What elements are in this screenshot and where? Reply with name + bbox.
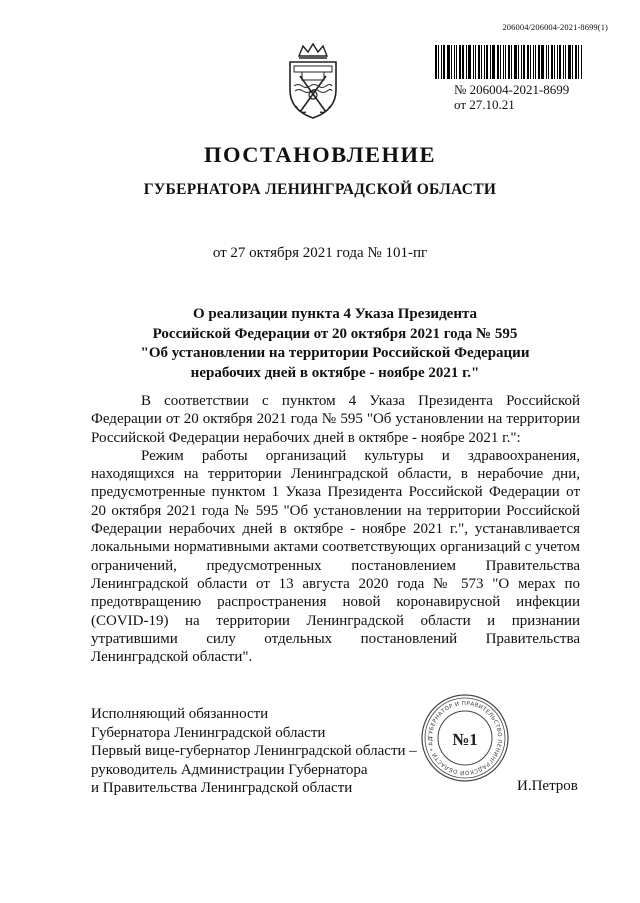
- barcode-bar: [572, 45, 573, 79]
- barcode-bar: [533, 45, 534, 79]
- barcode-bar: [505, 45, 506, 79]
- barcode-bar: [527, 45, 529, 79]
- barcode-bar: [443, 45, 445, 79]
- heading-line: Российской Федерации от 20 октября 2021 года № 595: [152, 325, 518, 342]
- body-paragraph: Режим работы организаций культуры и здравоохранения, находящихся на территории Ленинградской области, в нерабочие дни, предусмотренные пунктом 1 Указа Президента Российской Федерации от 20 октября 2021 года № 595 "Об установлении на территории Российской Федерации нерабочих дней в октябре - ноябре 2021 г.", устанавливается локальными нормативными актами соответствующих организаций с учетом ограничений, предусмотренных постановлением Правительства Ленинградской области от 13 августа 2020 года № 573 "О мерах по предотвращению распространения новой коронавирусной инфекции (COVID-19) на территории Ленинградской области и признании утратившими силу отдельных постановлений Правительства Ленинградской области".: [91, 447, 580, 666]
- barcode-bar: [575, 45, 577, 79]
- barcode-bar: [462, 45, 464, 79]
- registration-stamp: [454, 82, 569, 112]
- signatory-name: И.Петров: [517, 778, 578, 794]
- barcode-bar: [518, 45, 519, 79]
- barcode-bar: [568, 45, 571, 79]
- barcode-bar: [492, 45, 495, 79]
- barcode-bar: [435, 45, 437, 79]
- decree-heading: [95, 305, 575, 383]
- barcode-bar: [508, 45, 510, 79]
- barcode-bar: [468, 45, 471, 79]
- svg-text:№1: №1: [452, 730, 478, 749]
- document-id: 206004/206004-2021-8699(1): [502, 22, 608, 32]
- barcode-bar: [447, 45, 450, 79]
- barcode-bar: [551, 45, 553, 79]
- barcode-bar: [548, 45, 549, 79]
- barcode-bar: [514, 45, 517, 79]
- barcode-bar: [459, 45, 461, 79]
- barcode-bar: [535, 45, 536, 79]
- barcode-bar: [523, 45, 525, 79]
- document-title: ПОСТАНОВЛЕНИЕ: [203, 142, 437, 167]
- signatory-title-line: Исполняющий обязанности: [91, 706, 269, 722]
- barcode-bar: [497, 45, 499, 79]
- barcode-bar: [581, 45, 582, 79]
- barcode-bar: [484, 45, 485, 79]
- barcode-bar: [538, 45, 540, 79]
- heading-line: О реализации пункта 4 Указа Президента: [192, 306, 478, 322]
- barcode-bar: [438, 45, 439, 79]
- heading-line: "Об установлении на территории Российской Федерации: [140, 345, 530, 361]
- barcode: [435, 45, 587, 79]
- signature-block: [91, 705, 417, 798]
- barcode-bar: [565, 45, 566, 79]
- barcode-bar: [578, 45, 579, 79]
- decree-body: [91, 392, 580, 666]
- signatory-title-line: руководитель Администрации Губернатора: [91, 761, 368, 778]
- signatory-title-line: Губернатора Ленинградской области: [91, 724, 326, 741]
- barcode-bar: [563, 45, 564, 79]
- barcode-bar: [490, 45, 491, 79]
- barcode-bar: [481, 45, 482, 79]
- body-paragraph: В соответствии с пунктом 4 Указа Президента Российской Федерации от 20 октября 2021 года № 595 "Об установлении на территории Российской Федерации нерабочих дней в октябре - ноябре 2021 г.":: [91, 393, 580, 446]
- registration-number: № 206004-2021-8699: [454, 82, 570, 97]
- barcode-bar: [456, 45, 457, 79]
- barcode-bar: [541, 45, 544, 79]
- heading-line: нерабочих дней в октябре - ноябре 2021 г.": [190, 364, 480, 381]
- coat-of-arms-icon: [282, 42, 344, 120]
- barcode-bar: [486, 45, 488, 79]
- barcode-bar: [478, 45, 480, 79]
- barcode-bar: [559, 45, 561, 79]
- barcode-bar: [500, 45, 501, 79]
- barcode-bar: [454, 45, 455, 79]
- barcode-bar: [503, 45, 504, 79]
- barcode-bar: [511, 45, 512, 79]
- registration-date: от 27.10.21: [454, 97, 515, 112]
- barcode-bar: [473, 45, 474, 79]
- barcode-bar: [554, 45, 555, 79]
- document-subtitle: ГУБЕРНАТОРА ЛЕНИНГРАДСКОЙ ОБЛАСТИ: [143, 181, 497, 198]
- barcode-bar: [530, 45, 531, 79]
- svg-text:ГУБЕРНАТОР И ПРАВИТЕЛЬСТВО ЛЕН: ГУБЕРНАТОР И ПРАВИТЕЛЬСТВО ЛЕНИНГРАДСКОЙ ОБЛАСТИ * АД: [427, 700, 503, 776]
- signatory-title-line: Первый вице-губернатор Ленинградской области –: [91, 743, 417, 760]
- barcode-bar: [466, 45, 467, 79]
- barcode-bar: [475, 45, 476, 79]
- barcode-bar: [557, 45, 558, 79]
- official-seal-icon: [420, 693, 510, 783]
- barcode-bar: [441, 45, 442, 79]
- decree-date-number: от 27 октября 2021 года № 101-пг: [212, 245, 428, 261]
- signatory-title-line: и Правительства Ленинградской области: [91, 780, 353, 797]
- barcode-bar: [546, 45, 547, 79]
- barcode-bar: [521, 45, 522, 79]
- barcode-bar: [451, 45, 452, 79]
